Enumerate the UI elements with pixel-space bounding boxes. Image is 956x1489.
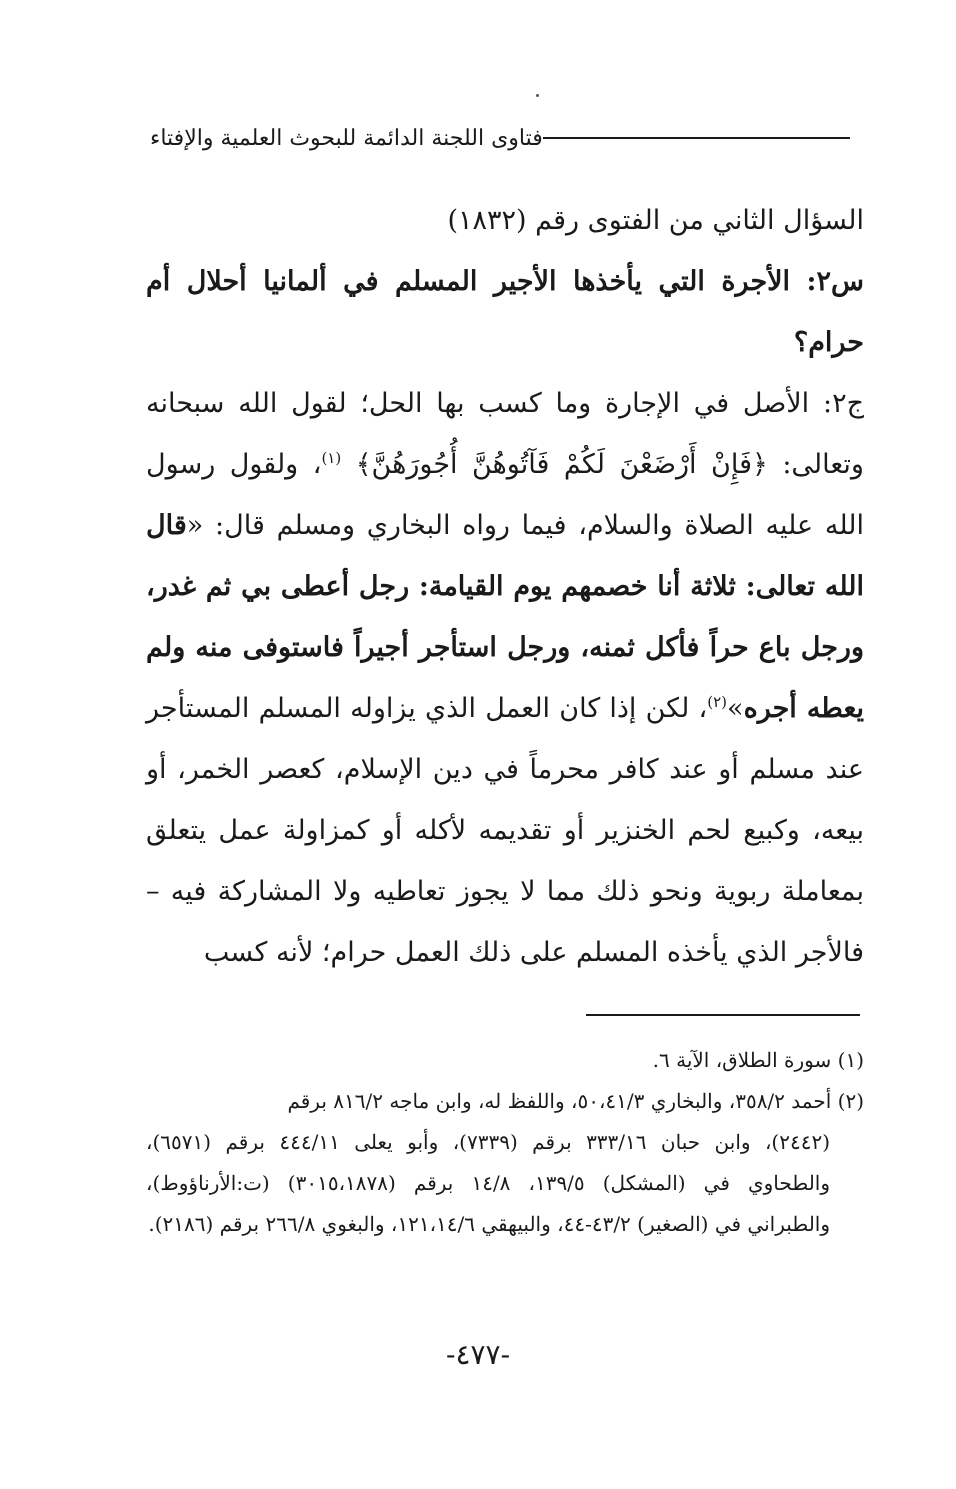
running-header xyxy=(150,118,864,158)
page-number: -٤٧٧- xyxy=(445,1338,511,1371)
answer-line-3: ولقول رسول الله عليه الصلاة والسلام، فيما رواه البخاري ومسلم xyxy=(146,449,864,541)
header-title: فتاوى اللجنة الدائمة للبحوث العلمية والإفتاء xyxy=(150,125,543,151)
footnote-separator xyxy=(586,1014,860,1016)
footnote-2-number: (٢) xyxy=(837,1089,864,1113)
footnote-2-line-1: أحمد ٣٥٨/٢، والبخاري ٥٠،٤١/٣، واللفظ له، وابن ماجه ٨١٦/٢ برقم xyxy=(287,1089,832,1113)
footnote-2 xyxy=(146,1081,864,1245)
footnotes xyxy=(146,1040,864,1245)
header-rule xyxy=(543,137,850,139)
scan-speck xyxy=(536,94,539,97)
main-text xyxy=(146,190,864,983)
quote-intro: قال: « xyxy=(186,510,265,541)
question-text: س٢: الأجرة التي يأخذها الأجير المسلم في ألمانيا أحلال أم حرام؟ xyxy=(146,266,864,358)
footnote-2-continuation: (٢٤٤٢)، وابن حبان ٣٣٣/١٦ برقم (٧٣٣٩)، وأبو يعلى ٤٤٤/١١ برقم (٦٥٧١)، والطحاوي في (المشكل) ١٣٩/٥، ١٤/٨ برقم (٣٠١٥،١٨٧٨) (ت:الأرناؤوط)، والطبراني في (الصغير) ٤٣/٢-٤٤، والبيهقي ١٢١،١٤/٦، والبغوي ٢٦٦/٨ برقم (٢١٨٦). xyxy=(146,1130,831,1236)
quran-verse: سبحانه وتعالى: ﴿فَإِنْ أَرْضَعْنَ لَكُمْ فَآتُوهُنَّ أُجُورَهُنَّ﴾ xyxy=(146,388,864,480)
answer-line-1: ج٢: الأصل في الإجارة وما كسب بها الحل؛ لقول الله xyxy=(238,388,865,419)
quote-close: » xyxy=(727,693,744,724)
footnote-ref-1: (١) xyxy=(321,449,342,467)
answer-continuation: ، لكن إذا كان العمل الذي يزاوله المسلم المستأجر عند مسلم أو عند كافر محرماً في دين الإسلام، كعصر الخمر، أو بيعه، وكبيع لحم الخنزير أو تقديمه لأكله أو كمزاولة عمل يتعلق بمعاملة ربوية ونحو ذلك مما لا يجوز تعاطيه ولا المشاركة فيه – xyxy=(146,693,864,907)
footnote-1 xyxy=(146,1040,864,1081)
question-heading: السؤال الثاني من الفتوى رقم (١٨٣٢) xyxy=(447,205,864,236)
footnote-ref-2: (٢) xyxy=(707,693,728,711)
comma: ، xyxy=(312,449,322,480)
footnote-1-number: (١) xyxy=(837,1048,864,1072)
answer-paragraph xyxy=(146,373,864,983)
footnote-1-text: سورة الطلاق، الآية ٦. xyxy=(652,1048,832,1072)
answer-last-line: فالأجر الذي يأخذه المسلم على ذلك العمل حرام؛ لأنه كسب xyxy=(203,937,864,968)
hadith-text: قال الله تعالى: ثلاثة أنا خصمهم يوم القيامة: رجل أعطى بي ثم غدر، ورجل باع حراً فأكل ثمنه، ورجل استأجر أجيراً فاستوفى منه ولم يعطه أجره xyxy=(146,510,864,724)
